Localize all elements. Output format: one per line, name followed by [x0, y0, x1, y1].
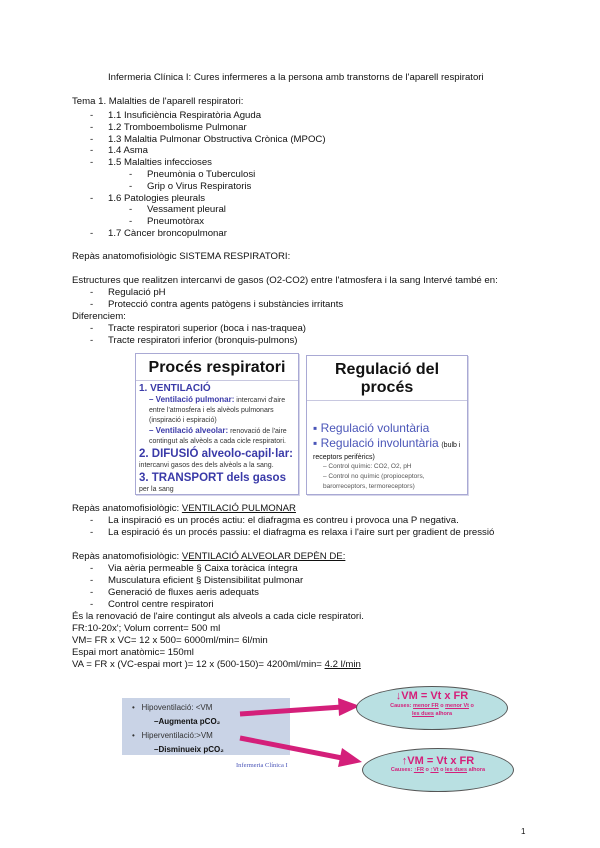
formula-line: Espai mort anatòmic= 150ml — [72, 647, 194, 658]
bullet-dash: - — [129, 180, 133, 192]
sub-list-item: Pneumònia o Tuberculosi — [147, 169, 256, 180]
bullet-dash: - — [90, 323, 94, 334]
bullet-dash: - — [90, 587, 94, 598]
slide-regulacio-proces — [306, 355, 468, 495]
slide-line: – Control no químic (propioceptors, barorreceptors, termoreceptors) — [323, 473, 425, 490]
list-item: 1.7 Càncer broncopulmonar — [108, 228, 227, 239]
slide-line: 1. VENTILACIÓ — [139, 383, 211, 394]
list-item: Control centre respiratori — [108, 599, 214, 610]
bullet-dash: - — [129, 216, 133, 228]
bullet-dash: - — [90, 335, 94, 346]
bullet-dash: - — [90, 515, 94, 526]
slide-title: Regulació del procés — [307, 356, 467, 401]
paragraph: Diferenciem: — [72, 311, 126, 322]
bullet-dash: - — [90, 192, 94, 204]
formula-line: FR:10-20x'; Volum corrent= 500 ml — [72, 623, 221, 634]
bullet-dash: - — [90, 121, 94, 133]
list-item: Regulació pH — [108, 287, 166, 298]
list-item: 1.2 Tromboembolisme Pulmonar — [108, 121, 247, 133]
slide-line: • Hiperventilació:>VM — [132, 731, 213, 740]
bullet-dash: - — [90, 527, 94, 538]
document-title: Infermeria Clínica I: Cures infermeres a la persona amb transtorns de l'aparell respiratori — [108, 72, 484, 83]
list-item: Tracte respiratori inferior (bronquis-pulmons) — [108, 335, 298, 346]
slide-line: – Control químic: CO2, O2, pH — [323, 463, 412, 470]
list-item: La espiració és un procés passiu: el diafragma es relaxa i l'aire surt per gradient de pressió — [108, 527, 495, 538]
bullet-dash: - — [90, 599, 94, 610]
list-item: Generació de fluxes aeris adequats — [108, 587, 259, 598]
slide-line: –Disminueix pCO₂ — [154, 745, 224, 754]
sub-list-item: Grip o Virus Respiratoris — [147, 180, 252, 192]
decrease-vm-ellipse — [356, 686, 508, 730]
slide-proces-respiratori — [135, 353, 299, 495]
bullet-dash: - — [90, 299, 94, 310]
equation: ↑VM = Vt x FR — [401, 755, 475, 767]
list-item: 1.4 Asma — [108, 145, 148, 157]
bullet-dash: - — [90, 563, 94, 574]
sub-list-item: Vessament pleural — [147, 204, 226, 216]
tema-heading: Tema 1. Malalties de l'aparell respiratori: — [72, 96, 244, 107]
bullet-dash: - — [129, 204, 133, 216]
list-item: Via aèria permeable § Caixa toràcica íntegra — [108, 563, 298, 574]
list-item: 1.6 Patologies pleurals — [108, 192, 206, 204]
list-item: 1.1 Insuficiència Respiratòria Aguda — [108, 110, 262, 121]
bullet-dash: - — [90, 287, 94, 298]
slide-ventilacio-figure — [110, 690, 510, 782]
section-heading: Repàs anatomofisiològic: VENTILACIÓ ALVEOLAR DEPÈN DE: — [72, 551, 346, 562]
paragraph: És la renovació de l'aire contingut als alveols a cada cicle respiratori. — [72, 611, 364, 622]
list-item: 1.5 Malalties infeccioses — [108, 157, 212, 169]
bullet-dash: - — [90, 157, 94, 169]
formula-line: VA = FR x (VC-espai mort )= 12 x (500-150)= 4200ml/min= 4.2 l/min — [72, 659, 361, 670]
slide-title: Procés respiratori — [136, 354, 298, 381]
slide-line: – Ventilació alveolar: renovació de l'aire contingut als alvèols a cada cicle respiratori. — [149, 426, 287, 445]
bullet-dash: - — [90, 133, 94, 145]
bullet-dash: - — [129, 169, 133, 180]
slide-line: • Hipoventilació: <VM — [132, 703, 213, 712]
slide-line: – Ventilació pulmonar: intercanvi d'aire entre l'atmosfera i els alvèols pulmonars (inspiració i espiració) — [149, 395, 286, 424]
list-item: La inspiració es un procés actiu: el diafragma es contreu i provoca una P negativa. — [108, 515, 459, 526]
list-item: Musculatura eficient § Distensibilitat pulmonar — [108, 575, 304, 586]
slide-footer: Infermeria Clínica I — [236, 762, 288, 769]
increase-vm-ellipse — [362, 748, 514, 792]
causes: Causes: menor FR o menor Vt o les dues alhora — [390, 703, 474, 717]
sub-list-item: Pneumotòrax — [147, 216, 205, 228]
slide-line: ▪ Regulació voluntària — [313, 421, 430, 435]
section-heading: Repàs anatomofisiològic SISTEMA RESPIRATORI: — [72, 251, 291, 262]
list-item: 1.3 Malaltia Pulmonar Obstructiva Crònica (MPOC) — [108, 133, 326, 145]
formula-line: VM= FR x VC= 12 x 500= 6000ml/min= 6l/min — [72, 635, 268, 646]
bullet-dash: - — [90, 575, 94, 586]
causes: Causes: ↑FR o ↑Vt o les dues alhora — [390, 767, 486, 773]
bullet-dash: - — [90, 145, 94, 157]
slide-line: 2. DIFUSIÓ alveolo-capil·lar: intercanvi gasos des dels alvèols a la sang. — [139, 448, 294, 469]
bullet-dash: - — [90, 228, 94, 239]
equation: ↓VM = Vt x FR — [395, 690, 469, 702]
slide-line: ▪ Regulació involuntària (bulb i receptors perifèrics) — [313, 436, 461, 461]
list-item: Protecció contra agents patògens i substàncies irritants — [108, 299, 344, 310]
page-number: 1 — [521, 827, 526, 836]
list-item: Tracte respiratori superior (boca i nas-traquea) — [108, 323, 306, 334]
section-heading: Repàs anatomofisiològic: VENTILACIÓ PULMONAR — [72, 503, 296, 514]
paragraph: Estructures que realitzen intercanvi de gasos (O2-CO2) entre l'atmosfera i la sang Intervé també en: — [72, 275, 498, 286]
bullet-dash: - — [90, 110, 94, 121]
slide-line: –Augmenta pCO₂ — [154, 717, 221, 726]
slide-line: 3. TRANSPORT dels gasos per la sang — [139, 472, 286, 493]
